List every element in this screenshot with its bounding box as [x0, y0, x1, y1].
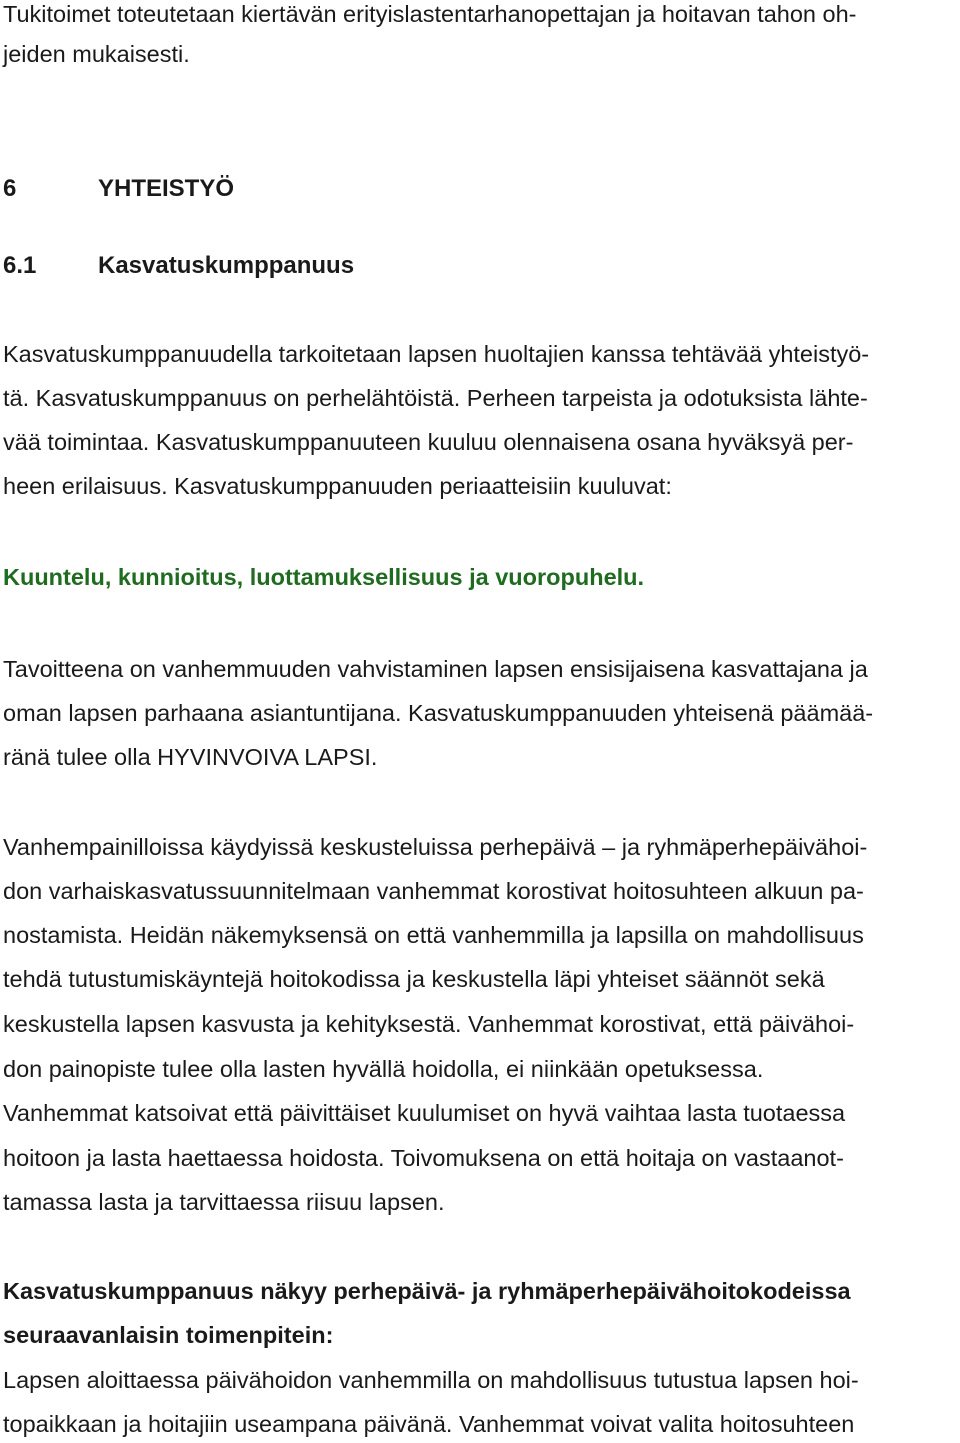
para4-line-2: topaikkaan ja hoitajiin useampana päivänä. Vanhemmat voivat valita hoitosuhteen — [3, 1411, 855, 1437]
intro-line-1: Tukitoimet toteutetaan kiertävän erityislastentarhanopettajan ja hoitavan tahon oh- — [3, 1, 857, 27]
section-heading — [3, 252, 354, 280]
para1-line-1: Kasvatuskumppanuudella tarkoitetaan lapsen huoltajien kanssa tehtävää yhteistyö- — [3, 341, 870, 367]
para3-line-6: don painopiste tulee olla lasten hyvällä hoidolla, ei niinkään opetuksessa. — [3, 1056, 764, 1082]
para2-line-1: Tavoitteena on vanhemmuuden vahvistaminen lapsen ensisijaisena kasvattajana ja — [3, 656, 868, 682]
para3-line-2: don varhaiskasvatussuunnitelmaan vanhemmat korostivat hoitosuhteen alkuun pa- — [3, 878, 864, 904]
section-number: 6.1 — [3, 252, 37, 279]
para3-line-4: tehdä tutustumiskäyntejä hoitokodissa ja keskustella läpi yhteiset säännöt sekä — [3, 966, 825, 992]
para3-line-7: Vanhemmat katsoivat että päivittäiset kuulumiset on hyvä vaihtaa lasta tuotaessa — [3, 1100, 846, 1126]
chapter-heading — [3, 175, 234, 203]
para4-line-1: Lapsen aloittaessa päivähoidon vanhemmilla on mahdollisuus tutustua lapsen hoi- — [3, 1367, 859, 1393]
subheading-line-2: seuraavanlaisin toimenpitein: — [3, 1322, 334, 1348]
para3-line-3: nostamista. Heidän näkemyksensä on että vanhemmilla ja lapsilla on mahdollisuus — [3, 922, 864, 948]
para1-line-4: heen erilaisuus. Kasvatuskumppanuuden periaatteisiin kuuluvat: — [3, 473, 672, 499]
para3-line-8: hoitoon ja lasta haettaessa hoidosta. Toivomuksena on että hoitaja on vastaanot- — [3, 1145, 844, 1171]
para1-line-2: tä. Kasvatuskumppanuus on perhelähtöistä. Perheen tarpeista ja odotuksista lähte- — [3, 385, 868, 411]
para3-line-1: Vanhempainilloissa käydyissä keskusteluissa perhepäivä – ja ryhmäperhepäivähoi- — [3, 834, 868, 860]
intro-line-2: jeiden mukaisesti. — [3, 41, 190, 67]
para2-line-3: ränä tulee olla HYVINVOIVA LAPSI. — [3, 744, 378, 770]
chapter-title: YHTEISTYÖ — [98, 175, 235, 202]
para3-line-9: tamassa lasta ja tarvittaessa riisuu lapsen. — [3, 1189, 445, 1215]
chapter-number: 6 — [3, 175, 17, 202]
section-title: Kasvatuskumppanuus — [98, 252, 355, 279]
para1-line-3: vää toimintaa. Kasvatuskumppanuuteen kuuluu olennaisena osana hyväksyä per- — [3, 429, 854, 455]
para3-line-5: keskustella lapsen kasvusta ja kehityksestä. Vanhemmat korostivat, että päivähoi- — [3, 1011, 855, 1037]
para2-line-2: oman lapsen parhaana asiantuntijana. Kasvatuskumppanuuden yhteisenä päämää- — [3, 700, 874, 726]
principles-highlight: Kuuntelu, kunnioitus, luottamuksellisuus ja vuoropuhelu. — [3, 564, 645, 590]
subheading-line-1: Kasvatuskumppanuus näkyy perhepäivä- ja ryhmäperhepäivähoitokodeissa — [3, 1278, 851, 1304]
